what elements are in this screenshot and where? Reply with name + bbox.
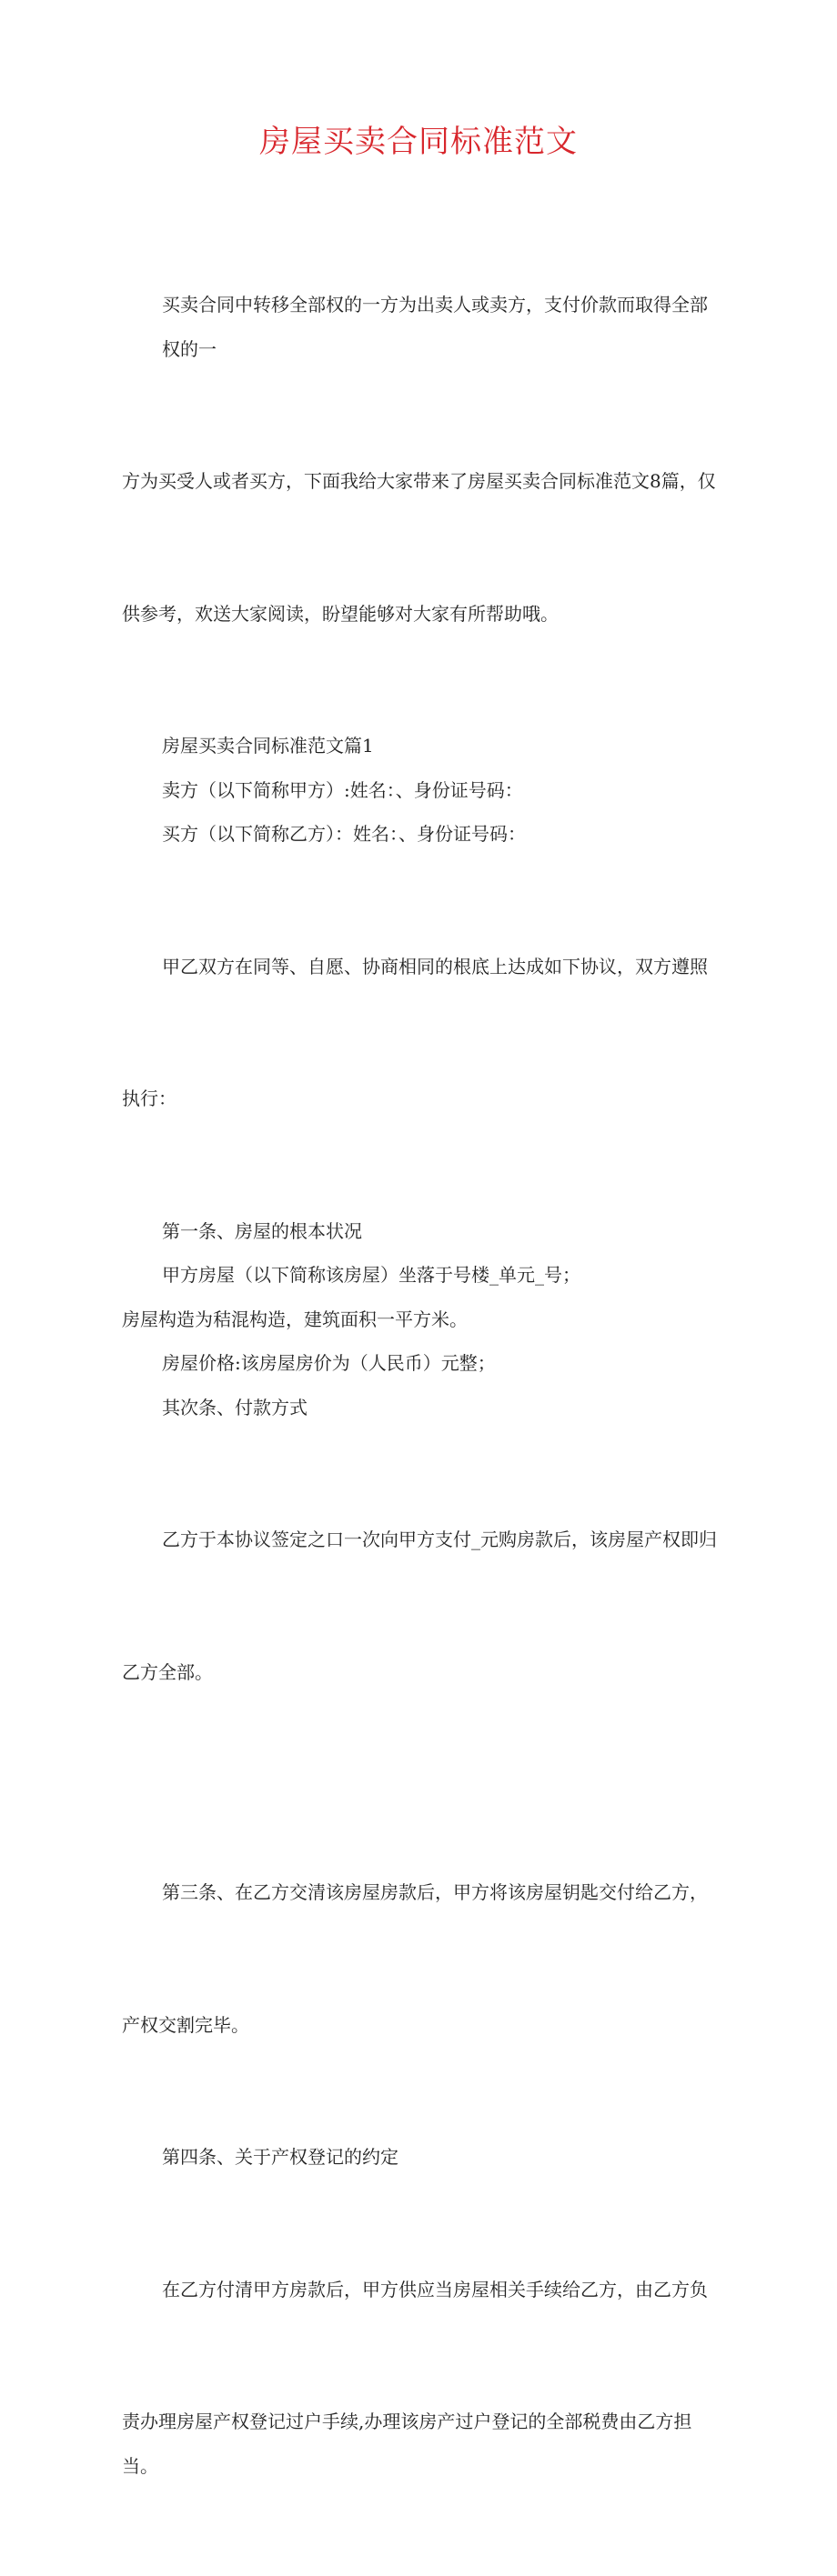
article3-line: 第三条、在乙方交清该房屋房款后，甲方将该房屋钥匙交付给乙方， bbox=[122, 1870, 719, 1915]
intro-line: 买卖合同中转移全部权的一方为出卖人或卖方，支付价款而取得全部权的一 bbox=[122, 283, 719, 371]
document-page bbox=[0, 0, 837, 1183]
article3-paragraph bbox=[122, 1782, 719, 2135]
intro-line: 供参考，欢送大家阅读，盼望能够对大家有所帮助哦。 bbox=[122, 592, 719, 636]
intro-line: 方为买受人或者买方，下面我给大家带来了房屋买卖合同标准范文8篇，仅 bbox=[122, 459, 719, 504]
article2-line: 乙方于本协议签定之口一次向甲方支付_元购房款后，该房屋产权即归 bbox=[122, 1518, 719, 1562]
article1-price: 房屋价格:该房屋房价为（人民币）元整； bbox=[122, 1341, 719, 1386]
document-title: 房屋买卖合同标准范文 bbox=[0, 120, 837, 164]
article2-line: 乙方全部。 bbox=[122, 1650, 719, 1695]
article2-title: 其次条、付款方式 bbox=[122, 1386, 719, 1430]
article1-title: 第一条、房屋的根本状况 bbox=[122, 1209, 719, 1254]
article4-title: 第四条、关于产权登记的约定 bbox=[122, 2135, 719, 2180]
section-heading: 房屋买卖合同标准范文篇1 bbox=[122, 724, 719, 768]
intro-paragraph bbox=[122, 195, 719, 724]
document-body bbox=[122, 195, 719, 2576]
seller-line: 卖方（以下简称甲方）:姓名：、身份证号码： bbox=[122, 768, 719, 813]
article4-line: 在乙方付清甲方房款后，甲方供应当房屋相关手续给乙方，由乙方负 bbox=[122, 2268, 719, 2312]
agreement-line: 甲乙双方在同等、自愿、协商相同的根底上达成如下协议，双方遵照 bbox=[122, 945, 719, 989]
agreement-paragraph bbox=[122, 857, 719, 1209]
article1-structure: 房屋构造为秸混构造，建筑面积一平方米。 bbox=[122, 1298, 719, 1342]
article4-paragraph bbox=[122, 2180, 719, 2576]
agreement-line: 执行： bbox=[122, 1077, 719, 1121]
article1-location: 甲方房屋（以下简称该房屋）坐落于号楼_单元_号； bbox=[122, 1253, 719, 1298]
article2-paragraph bbox=[122, 1429, 719, 1782]
buyer-line: 买方（以下简称乙方）：姓名：、身份证号码： bbox=[122, 812, 719, 857]
article3-line: 产权交割完毕。 bbox=[122, 2003, 719, 2048]
article4-line: 责办理房屋产权登记过户手续,办理该房产过户登记的全部税费由乙方担当。 bbox=[122, 2400, 719, 2488]
